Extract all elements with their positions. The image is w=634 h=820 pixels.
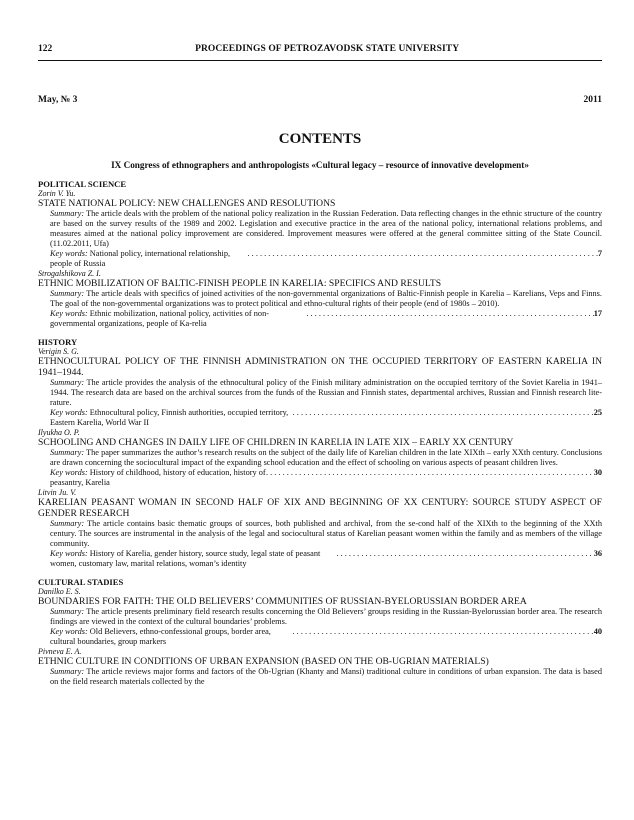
article-page[interactable]: 17 — [593, 309, 602, 318]
summary-text: The article provides the analysis of the ethnocultural policy of the Finish military administration on the occupied territory of the Soviet Karelia in 1941–1944. The research data are based on the archival sources from the funds of the Russian and Finnish states, departmental archives, Russian and Finnish research lite-rature. — [50, 378, 602, 407]
keywords-text: History of Karelia, gender history, source study, legal state of peasant women, customary law, marital relations, woman’s identity — [50, 549, 321, 568]
article-author: Litvin Ju. V. — [38, 488, 77, 497]
article-summary — [38, 519, 602, 549]
journal-title: PROCEEDINGS OF PETROZAVODSK STATE UNIVERSITY — [195, 44, 460, 54]
article-page[interactable]: 25 — [593, 408, 602, 417]
page-number: 122 — [38, 44, 53, 54]
article-author: Danilko E. S. — [38, 587, 81, 596]
dot-leader — [266, 468, 594, 478]
article-keywords — [38, 549, 602, 569]
congress-title: IX Congress of ethnographers and anthropologists «Cultural legacy – resource of innovative development» — [111, 160, 529, 170]
toc-entry[interactable] — [38, 488, 602, 569]
summary-text: The article contains basic thematic groups of sources, both published and archival, from the se-cond half of the XIXth to the beginning of the XXth century. The sources are instrumental in the analysis of the legal and sociocultural status of Karelian peasant women within the family and as members of the village community. — [50, 519, 602, 548]
article-title[interactable]: SCHOOLING AND CHANGES IN DAILY LIFE OF CHILDREN IN KARELIA IN LATE XIX – EARLY XX CENTURY — [38, 437, 514, 448]
article-title[interactable]: STATE NATIONAL POLICY: NEW CHALLENGES AND RESOLUTIONS — [38, 198, 336, 209]
keywords-label: Key words: — [50, 627, 88, 636]
summary-label: Summary: — [50, 667, 85, 676]
toc-entry[interactable] — [38, 269, 602, 329]
article-title[interactable]: BOUNDARIES FOR FAITH: THE OLD BELIEVERS’ COMMUNITIES OF RUSSIAN-BYELORUSSIAN BORDER AREA — [38, 596, 527, 607]
article-summary — [38, 209, 602, 249]
article-author: Zorin V. Yu. — [38, 189, 76, 198]
toc-entry[interactable] — [38, 428, 602, 488]
dot-leader — [336, 549, 593, 559]
dot-leader — [248, 249, 598, 259]
article-summary — [38, 289, 602, 309]
article-keywords — [38, 468, 602, 488]
section-heading: HISTORY — [38, 337, 78, 347]
toc-entry[interactable] — [38, 647, 602, 687]
article-title[interactable]: ETHNOCULTURAL POLICY OF THE FINNISH ADMINISTRATION ON THE OCCUPIED TERRITORY OF EASTERN KARELIA IN 1941–1944. — [38, 356, 602, 378]
keywords-label: Key words: — [50, 249, 88, 258]
issue-line — [38, 95, 602, 105]
article-author: Pivneva E. A. — [38, 647, 82, 656]
keywords-text: Ethnocultural policy, Finnish authorities, occupied territory, Eastern Karelia, World War II — [50, 408, 289, 427]
contents-heading: CONTENTS — [278, 131, 362, 147]
dot-leader — [306, 309, 593, 319]
summary-label: Summary: — [50, 289, 85, 298]
summary-text: The article presents preliminary field research results concerning the Old Believers’ groups residing in the Russian-Byelorussian border area. The research findings are viewed in the context of the cultural boundaries’ problems. — [50, 607, 602, 626]
summary-text: The article reviews major forms and factors of the Ob-Ugrian (Khanty and Mansi) traditional culture in conditions of urban expansion. The data is based on the field research materials collected by the — [50, 667, 602, 686]
summary-text: The article deals with the problem of the national policy realization in the Russian Federation. Data reflecting changes in the ethnic structure of the country are based on the survey results of the 1989 and 2002. Legislation and executive practice in the area of the national policy, international relations problems, and measures aimed at the national policy improvement are considered. Improvement measures were offered at the general committee sitting of the State Council. (11.02.2011, Ufa) — [50, 209, 602, 248]
article-summary — [38, 667, 602, 687]
dot-leader — [293, 627, 594, 637]
toc-entry[interactable] — [38, 347, 602, 428]
article-keywords — [38, 309, 602, 329]
article-summary — [38, 448, 602, 468]
keywords-label: Key words: — [50, 549, 88, 558]
article-page[interactable]: 30 — [593, 468, 602, 477]
header-rule — [38, 60, 602, 61]
running-header — [38, 44, 602, 54]
keywords-label: Key words: — [50, 468, 88, 477]
section-heading: POLITICAL SCIENCE — [38, 179, 127, 189]
dot-leader — [293, 408, 594, 418]
keywords-text: Ethnic mobilization, national policy, activities of non-governmental organizations, people of Ka-relia — [50, 309, 269, 328]
summary-text: The paper summarizes the author’s research results on the subject of the daily life of Karelian children in the late XIXth – early XXth century. Conclusions are drawn concerning the sociocultural impact of the expanding school education and the effect of schooling on various aspects of peasant children lives. — [50, 448, 602, 467]
section-heading: CULTURAL STADIES — [38, 577, 124, 587]
article-author: Strogalshikova Z. I. — [38, 269, 101, 278]
summary-label: Summary: — [50, 378, 85, 387]
keywords-text: History of childhood, history of education, history of peasantry, Karelia — [50, 468, 266, 487]
article-page[interactable]: 40 — [593, 627, 602, 636]
issue-number: May, № 3 — [38, 95, 78, 105]
article-title[interactable]: ETHNIC MOBILIZATION OF BALTIC-FINISH PEOPLE IN KARELIA: SPECIFICS AND RESULTS — [38, 278, 442, 289]
article-author: Verigin S. G. — [38, 347, 79, 356]
keywords-label: Key words: — [50, 309, 88, 318]
keywords-text: Old Believers, ethno-confessional groups, border area, cultural boundaries, group markers — [50, 627, 271, 646]
article-summary — [38, 607, 602, 627]
article-author: Ilyukha O. P. — [38, 428, 80, 437]
summary-label: Summary: — [50, 607, 85, 616]
toc-entry[interactable] — [38, 587, 602, 647]
article-keywords — [38, 408, 602, 428]
article-title[interactable]: KARELIAN PEASANT WOMAN IN SECOND HALF OF XIX AND BEGINNING OF XX CENTURY: SOURCE STUDY ASPECT OF GENDER RESEARCH — [38, 497, 602, 519]
article-page[interactable]: 36 — [593, 549, 602, 558]
issue-year: 2011 — [583, 95, 602, 105]
summary-text: The article deals with specifics of joined activities of the non-governmental organizations of Baltic-Finnish people in Karelia – Karelians, Veps and Finns. The goal of the non-governmental organizations was to protect political and ethno-cultural rights of their people (end of 1980s – 2010). — [50, 289, 602, 308]
toc-entry[interactable] — [38, 189, 602, 269]
article-page[interactable]: 7 — [597, 249, 602, 258]
journal-page — [38, 44, 602, 687]
keywords-text: National policy, international relationship, people of Russia — [50, 249, 231, 268]
summary-label: Summary: — [50, 209, 85, 218]
article-summary — [38, 378, 602, 408]
article-keywords — [38, 249, 602, 269]
summary-label: Summary: — [50, 448, 85, 457]
keywords-label: Key words: — [50, 408, 88, 417]
summary-label: Summary: — [50, 519, 85, 528]
article-title[interactable]: ETHNIC CULTURE IN CONDITIONS OF URBAN EXPANSION (BASED ON THE OB-UGRIAN MATERIALS) — [38, 656, 489, 667]
article-keywords — [38, 627, 602, 647]
